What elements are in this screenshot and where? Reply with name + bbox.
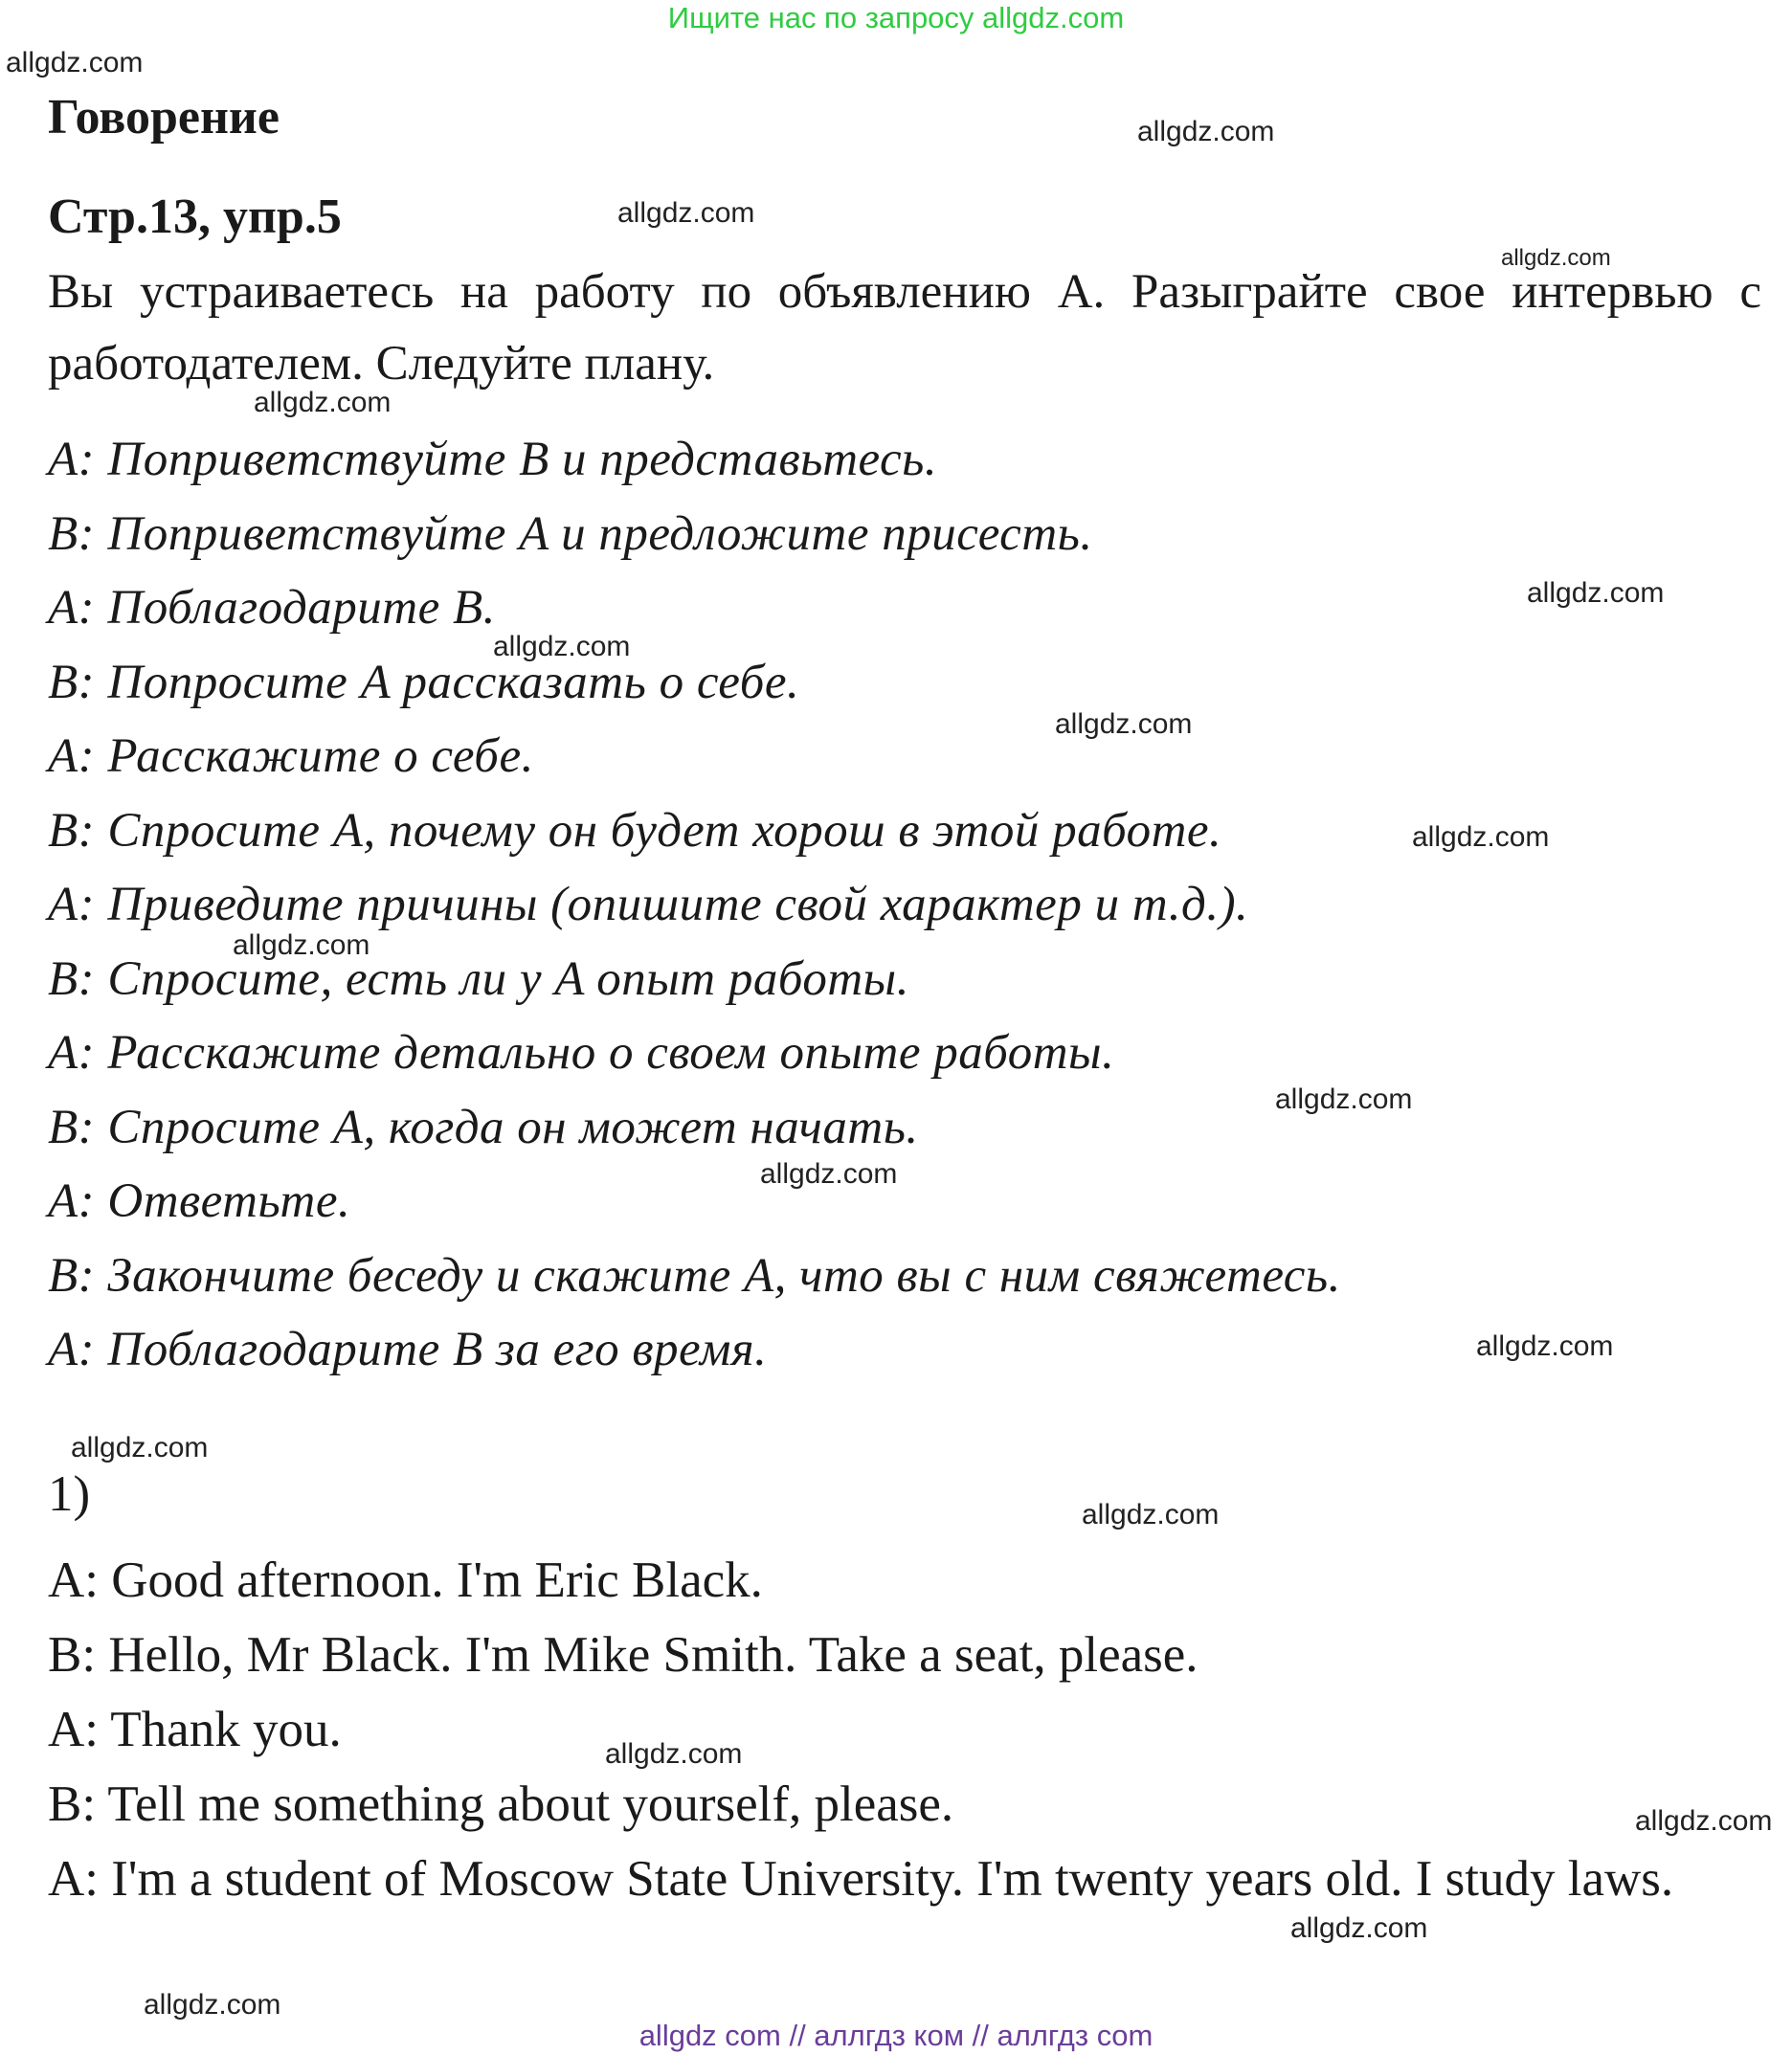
watermark: allgdz.com: [617, 197, 755, 229]
watermark: allgdz.com: [760, 1158, 898, 1190]
plan-line: A: Расскажите о себе.: [48, 729, 534, 783]
watermark: allgdz.com: [71, 1432, 209, 1463]
dialog-line: B: Tell me something about yourself, please.: [48, 1776, 954, 1832]
dialog-line: A: Thank you.: [48, 1702, 342, 1757]
watermark: allgdz.com: [254, 387, 392, 418]
plan-line: A: Расскажите детально о своем опыте работы.: [48, 1026, 1115, 1080]
plan-line: B: Спросите A, почему он будет хорош в этой работе.: [48, 803, 1222, 858]
exercise-title: Стр.13, упр.5: [48, 190, 342, 244]
plan-line: B: Закончите беседу и скажите A, что вы с ним свяжетесь.: [48, 1248, 1341, 1303]
watermark: allgdz.com: [1527, 577, 1665, 609]
dialog-line: A: I'm a student of Moscow State University. I'm twenty years old. I study laws.: [48, 1851, 1674, 1907]
watermark: allgdz.com: [1290, 1912, 1428, 1944]
plan-line: A: Приведите причины (опишите свой характер и т.д.).: [48, 878, 1249, 931]
watermark: allgdz.com: [1082, 1499, 1220, 1530]
watermark: allgdz.com: [144, 1989, 281, 2021]
watermark: allgdz.com: [6, 47, 144, 78]
top-banner: Ищите нас по запросу allgdz.com: [667, 1, 1125, 34]
watermark: allgdz.com: [1635, 1805, 1773, 1837]
watermark: allgdz.com: [1501, 245, 1611, 271]
plan-line: A: Поблагодарите B.: [48, 581, 496, 635]
answer-number: 1): [48, 1466, 91, 1522]
watermark: allgdz.com: [1055, 708, 1193, 740]
plan-line: B: Попросите A рассказать о себе.: [48, 655, 800, 709]
watermark: allgdz.com: [605, 1738, 743, 1770]
plan-line: A: Поблагодарите B за его время.: [48, 1323, 768, 1376]
dialog-line: B: Hello, Mr Black. I'm Mike Smith. Take a seat, please.: [48, 1627, 1198, 1683]
bottom-banner: allgdz com // аллгдз ком // аллгдз com: [638, 2019, 1154, 2052]
answer-dialog: [48, 1543, 1761, 1916]
plan-line: B: Спросите, есть ли у A опыт работы.: [48, 951, 909, 1006]
watermark: allgdz.com: [1137, 116, 1275, 147]
plan-line: B: Спросите A, когда он может начать.: [48, 1100, 919, 1154]
section-title: Говорение: [48, 90, 280, 145]
dialog-line: A: Good afternoon. I'm Eric Black.: [48, 1552, 763, 1608]
plan-line: A: Ответьте.: [48, 1174, 351, 1228]
watermark: allgdz.com: [1275, 1083, 1413, 1115]
plan-line: B: Поприветствуйте A и предложите присесть.: [48, 506, 1093, 561]
watermark: allgdz.com: [1476, 1330, 1614, 1362]
watermark: allgdz.com: [493, 631, 631, 662]
instruction-text: Вы устраиваетесь на работу по объявлению A. Разыграйте свое интервью с работодателем. Следуйте плану.: [48, 265, 1761, 391]
watermark: allgdz.com: [1412, 821, 1550, 853]
dialogue-plan: [48, 421, 1341, 1386]
plan-line: A: Поприветствуйте B и представьтесь.: [48, 433, 938, 486]
watermark: allgdz.com: [233, 929, 370, 961]
